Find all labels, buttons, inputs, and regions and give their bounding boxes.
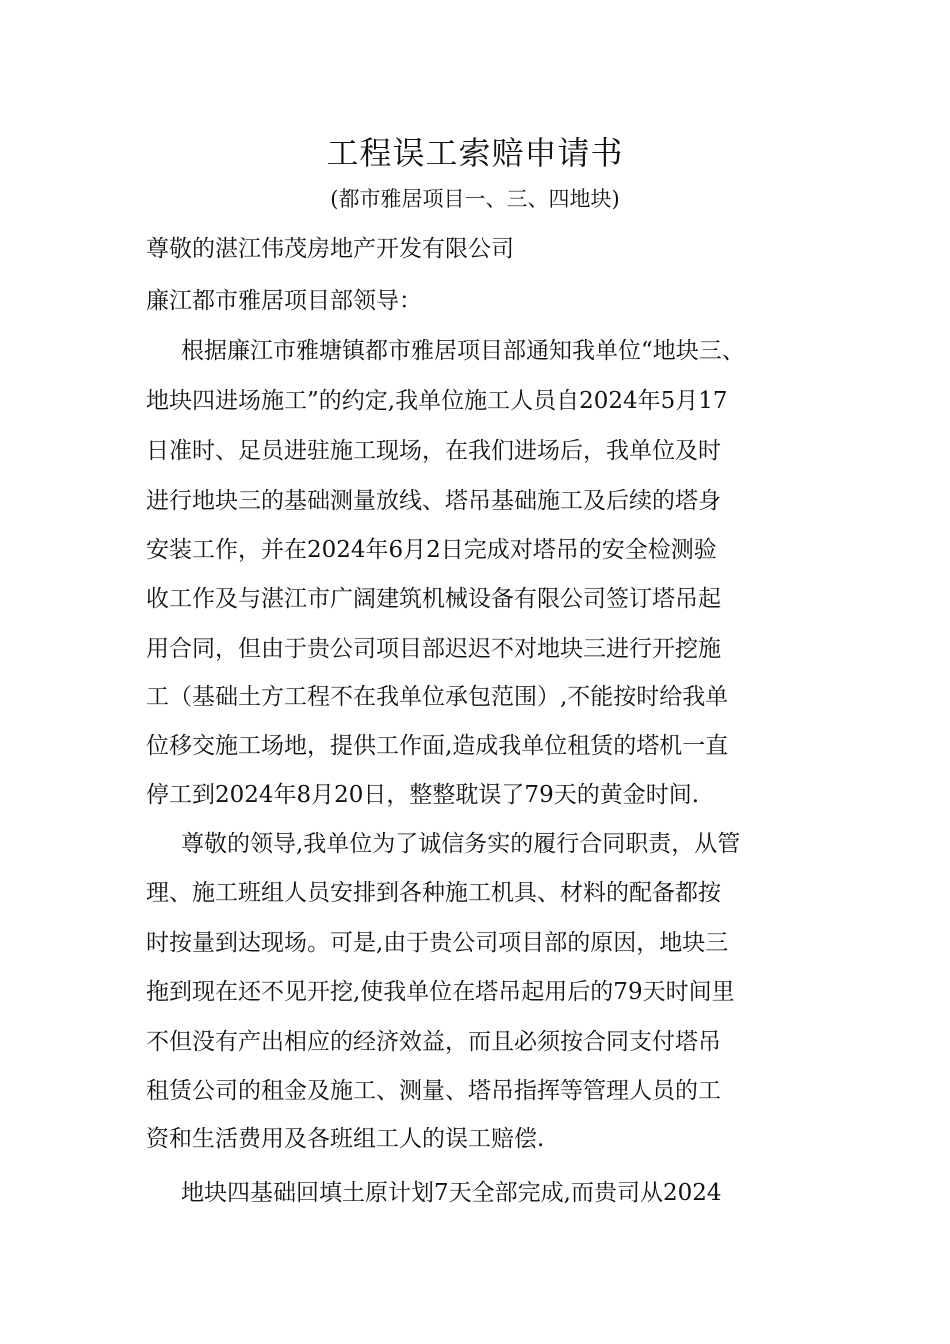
document-subtitle: (都市雅居项目一、三、四地块) <box>330 187 620 211</box>
paragraph-line: 时按量到达现场。可是,由于贵公司项目部的原因，地块三 <box>146 930 729 956</box>
paragraph-line: 安装工作，并在2024年6月2日完成对塔吊的安全检测验 <box>146 537 717 563</box>
paragraph-line: 地块四进场施工”的约定,我单位施工人员自2024年5月17 <box>146 388 728 414</box>
document-title: 工程误工索赔申请书 <box>326 134 624 172</box>
paragraph-line: 停工到2024年8月20日，整整耽误了79天的黄金时间. <box>146 782 700 808</box>
salutation-line: 廉江都市雅居项目部领导： <box>146 288 422 314</box>
paragraph-line: 尊敬的领导,我单位为了诚信务实的履行合同职责，从管 <box>181 831 741 857</box>
paragraph-line: 拖到现在还不见开挖,使我单位在塔吊起用后的79天时间里 <box>146 979 735 1005</box>
salutation-line: 尊敬的湛江伟茂房地产开发有限公司 <box>146 236 514 262</box>
paragraph-line: 资和生活费用及各班组工人的误工赔偿. <box>146 1126 545 1152</box>
paragraph-line: 理、施工班组人员安排到各种施工机具、材料的配备都按 <box>146 880 721 906</box>
paragraph-line: 根据廉江市雅塘镇都市雅居项目部通知我单位“地块三、 <box>181 338 745 364</box>
paragraph-line: 地块四基础回填土原计划7天全部完成,而贵司从2024 <box>181 1180 722 1206</box>
paragraph-line: 日准时、足员进驻施工现场，在我们进场后，我单位及时 <box>146 438 721 464</box>
paragraph-line: 不但没有产出相应的经济效益，而且必须按合同支付塔吊 <box>146 1029 721 1055</box>
paragraph-line: 用合同，但由于贵公司项目部迟迟不对地块三进行开挖施 <box>146 636 721 662</box>
paragraph-line: 收工作及与湛江市广阔建筑机械设备有限公司签订塔吊起 <box>146 586 721 612</box>
paragraph-line: 位移交施工场地，提供工作面,造成我单位租赁的塔机一直 <box>146 733 729 759</box>
paragraph-line: 工（基础土方工程不在我单位承包范围）,不能按时给我单 <box>146 684 729 710</box>
paragraph-line: 进行地块三的基础测量放线、塔吊基础施工及后续的塔身 <box>146 488 721 514</box>
paragraph-line: 租赁公司的租金及施工、测量、塔吊指挥等管理人员的工 <box>146 1078 721 1104</box>
